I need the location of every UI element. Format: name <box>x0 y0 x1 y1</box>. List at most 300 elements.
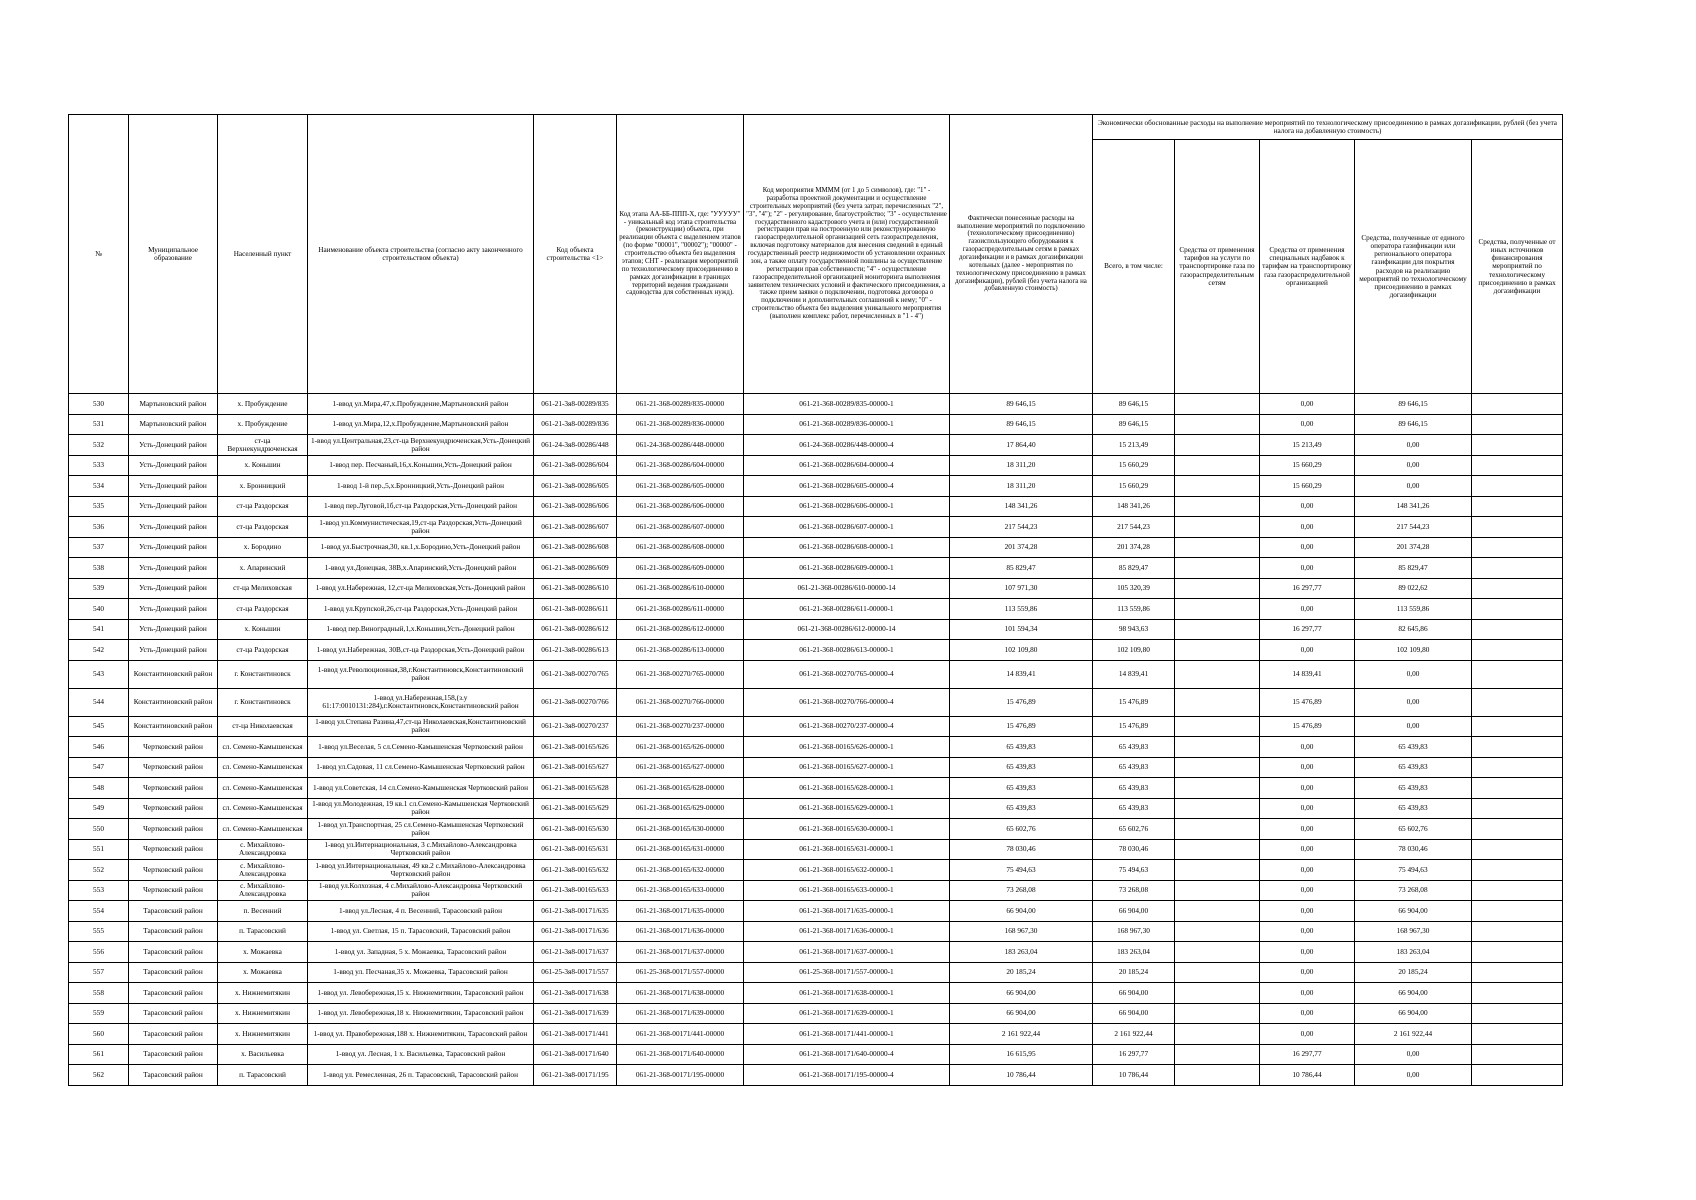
tariff-funds-cell <box>1175 921 1260 942</box>
tariff-funds-cell <box>1175 476 1260 497</box>
settlement-cell: сл. Семено-Камышенская <box>218 819 308 840</box>
other-funds-cell <box>1472 880 1563 901</box>
municipality-cell: Константиновский район <box>129 688 218 716</box>
tariff-funds-cell <box>1175 1024 1260 1045</box>
other-funds-cell <box>1472 839 1563 860</box>
settlement-cell: х. Коньшин <box>218 619 308 640</box>
tariff-funds-cell <box>1175 1003 1260 1024</box>
row-number: 551 <box>69 839 129 860</box>
col-header-total: Всего, в том числе: <box>1093 140 1175 394</box>
object-name-cell: 1-ввод ул. Западная, 5 х. Можаевка, Тарасовский район <box>308 942 534 963</box>
actual-costs-cell: 10 786,44 <box>950 1065 1093 1086</box>
settlement-cell: х. Бронницкий <box>218 476 308 497</box>
object-code-cell: 061-21-3я8-00286/605 <box>534 476 617 497</box>
tariff-funds-cell <box>1175 962 1260 983</box>
table-row <box>69 394 1563 415</box>
stage-code-cell: 061-21-368-00171/640-00000 <box>617 1044 744 1065</box>
row-number: 536 <box>69 517 129 538</box>
table-row <box>69 860 1563 881</box>
surcharge-funds-cell: 0,00 <box>1260 819 1355 840</box>
event-code-cell: 061-21-368-00171/635-00000-1 <box>744 901 950 922</box>
tariff-funds-cell <box>1175 757 1260 778</box>
surcharge-funds-cell: 0,00 <box>1260 901 1355 922</box>
tariff-funds-cell <box>1175 496 1260 517</box>
gasification-table <box>68 114 1563 1086</box>
surcharge-funds-cell: 0,00 <box>1260 798 1355 819</box>
other-funds-cell <box>1472 496 1563 517</box>
other-funds-cell <box>1472 716 1563 737</box>
stage-code-cell: 061-21-368-00171/441-00000 <box>617 1024 744 1045</box>
operator-funds-cell: 20 185,24 <box>1355 962 1472 983</box>
table-row <box>69 660 1563 688</box>
row-number: 548 <box>69 778 129 799</box>
surcharge-funds-cell: 15 476,89 <box>1260 688 1355 716</box>
total-cell: 66 904,00 <box>1093 1003 1175 1024</box>
object-code-cell: 061-24-3я8-00286/448 <box>534 435 617 456</box>
tariff-funds-cell <box>1175 414 1260 435</box>
stage-code-cell: 061-21-368-00171/195-00000 <box>617 1065 744 1086</box>
total-cell: 66 904,00 <box>1093 983 1175 1004</box>
object-name-cell: 1-ввод ул.Лесная, 4 п. Весенний, Тарасовский район <box>308 901 534 922</box>
row-number: 553 <box>69 880 129 901</box>
table-row <box>69 455 1563 476</box>
operator-funds-cell: 113 559,86 <box>1355 599 1472 620</box>
actual-costs-cell: 18 311,20 <box>950 476 1093 497</box>
settlement-cell: сл. Семено-Камышенская <box>218 778 308 799</box>
actual-costs-cell: 75 494,63 <box>950 860 1093 881</box>
surcharge-funds-cell: 0,00 <box>1260 599 1355 620</box>
object-name-cell: 1-ввод пер.Виноградный,1,х.Коньшин,Усть-Донецкий район <box>308 619 534 640</box>
operator-funds-cell: 201 374,28 <box>1355 537 1472 558</box>
actual-costs-cell: 168 967,30 <box>950 921 1093 942</box>
total-cell: 14 839,41 <box>1093 660 1175 688</box>
col-header-event-code: Код мероприятия ММММ (от 1 до 5 символов), где: "1" - разработка проектной документации и осуществление строительных мероприятий (без учета затрат, перечисленных "2", "3", "4"); "2" - регулирование, благоустройство; "3" - осуществление государственного кадастрового учета и (или) государственной регистрации прав на построенную или реконструированную газораспределительной организацией сеть газораспределения, включая подготовку материалов для внесения сведений в единый государственный реестр недвижимости об установлении охранных зон, а также оплату государственной пошлины за осуществление регистрации прав собственности; "4" - осуществление газораспределительной организацией мониторинга выполнения заявителем технических условий и фактического присоединения, а также прием заявки о подключении, подготовка договора о подключении и дополнительных соглашений к нему; "0" - строительство объекта без выделения уникального мероприятия (выполнен комплекс работ, перечисленных в "1 - 4") <box>744 115 950 394</box>
stage-code-cell: 061-21-368-00171/635-00000 <box>617 901 744 922</box>
object-code-cell: 061-21-3я8-00171/441 <box>534 1024 617 1045</box>
col-header-settlement: Населенный пункт <box>218 115 308 394</box>
actual-costs-cell: 17 864,40 <box>950 435 1093 456</box>
other-funds-cell <box>1472 619 1563 640</box>
operator-funds-cell: 148 341,26 <box>1355 496 1472 517</box>
tariff-funds-cell <box>1175 619 1260 640</box>
operator-funds-cell: 217 544,23 <box>1355 517 1472 538</box>
stage-code-cell: 061-21-368-00165/631-00000 <box>617 839 744 860</box>
surcharge-funds-cell: 14 839,41 <box>1260 660 1355 688</box>
object-code-cell: 061-21-3я8-00289/835 <box>534 394 617 415</box>
municipality-cell: Тарасовский район <box>129 983 218 1004</box>
total-cell: 75 494,63 <box>1093 860 1175 881</box>
settlement-cell: ст-ца Раздорская <box>218 517 308 538</box>
row-number: 556 <box>69 942 129 963</box>
row-number: 538 <box>69 558 129 579</box>
stage-code-cell: 061-21-368-00286/613-00000 <box>617 640 744 661</box>
tariff-funds-cell <box>1175 640 1260 661</box>
total-cell: 65 439,83 <box>1093 737 1175 758</box>
municipality-cell: Мартыновский район <box>129 394 218 415</box>
total-cell: 183 263,04 <box>1093 942 1175 963</box>
other-funds-cell <box>1472 1065 1563 1086</box>
object-code-cell: 061-21-3я8-00171/638 <box>534 983 617 1004</box>
stage-code-cell: 061-21-368-00286/609-00000 <box>617 558 744 579</box>
object-name-cell: 1-ввод ул.Интернациональная, 49 кв.2 с.Михайлово-Александровка Чертковский район <box>308 860 534 881</box>
actual-costs-cell: 102 109,80 <box>950 640 1093 661</box>
tariff-funds-cell <box>1175 716 1260 737</box>
event-code-cell: 061-21-368-00289/835-00000-1 <box>744 394 950 415</box>
object-name-cell: 1-ввод ул.Транспортная, 25 сл.Семено-Камышенская Чертковский район <box>308 819 534 840</box>
stage-code-cell: 061-21-368-00286/612-00000 <box>617 619 744 640</box>
stage-code-cell: 061-21-368-00286/611-00000 <box>617 599 744 620</box>
other-funds-cell <box>1472 394 1563 415</box>
total-cell: 98 943,63 <box>1093 619 1175 640</box>
object-name-cell: 1-ввод ул.Центральная,23,ст-ца Верхнекундрюченская,Усть-Донецкий район <box>308 435 534 456</box>
table-row <box>69 537 1563 558</box>
operator-funds-cell: 89 646,15 <box>1355 414 1472 435</box>
object-code-cell: 061-21-3я8-00270/766 <box>534 688 617 716</box>
table-row <box>69 901 1563 922</box>
operator-funds-cell: 0,00 <box>1355 435 1472 456</box>
municipality-cell: Тарасовский район <box>129 1003 218 1024</box>
settlement-cell: х. Нижнемитякин <box>218 983 308 1004</box>
row-number: 537 <box>69 537 129 558</box>
surcharge-funds-cell: 0,00 <box>1260 921 1355 942</box>
stage-code-cell: 061-21-368-00286/606-00000 <box>617 496 744 517</box>
operator-funds-cell: 75 494,63 <box>1355 860 1472 881</box>
row-number: 530 <box>69 394 129 415</box>
tariff-funds-cell <box>1175 798 1260 819</box>
event-code-cell: 061-21-368-00286/605-00000-4 <box>744 476 950 497</box>
settlement-cell: сл. Семено-Камышенская <box>218 798 308 819</box>
table-row <box>69 1024 1563 1045</box>
table-row <box>69 496 1563 517</box>
other-funds-cell <box>1472 476 1563 497</box>
table-row <box>69 414 1563 435</box>
col-header-stage-code: Код этапа АА-ББ-ППП-Х, где: "УУУУУ" - уникальный код этапа строительства (реконструкции) объекта, при реализации объекта с выделением этапов (по форме "00001", "00002"); "00000" - строительство объекта без выделения этапов; СНТ - реализация мероприятий по технологическому присоединению в рамках догазификации в границах территорий ведения гражданами садоводства для собственных нужд). <box>617 115 744 394</box>
municipality-cell: Усть-Донецкий район <box>129 435 218 456</box>
actual-costs-cell: 15 476,89 <box>950 716 1093 737</box>
tariff-funds-cell <box>1175 660 1260 688</box>
total-cell: 217 544,23 <box>1093 517 1175 538</box>
object-code-cell: 061-21-3я8-00171/637 <box>534 942 617 963</box>
surcharge-funds-cell: 0,00 <box>1260 537 1355 558</box>
surcharge-funds-cell: 0,00 <box>1260 860 1355 881</box>
tariff-funds-cell <box>1175 1044 1260 1065</box>
tariff-funds-cell <box>1175 455 1260 476</box>
other-funds-cell <box>1472 688 1563 716</box>
table-row <box>69 435 1563 456</box>
col-header-other-funds: Средства, полученные от иных источников финансирования мероприятий по технологическому присоединению в рамках догазификации <box>1472 140 1563 394</box>
event-code-cell: 061-21-368-00286/608-00000-1 <box>744 537 950 558</box>
object-code-cell: 061-21-3я8-00165/626 <box>534 737 617 758</box>
actual-costs-cell: 78 030,46 <box>950 839 1093 860</box>
operator-funds-cell: 89 646,15 <box>1355 394 1472 415</box>
tariff-funds-cell <box>1175 839 1260 860</box>
col-header-actual-costs: Фактически понесенные расходы на выполнение мероприятий по подключению (технологическому присоединению) газоиспользующего оборудования к газораспределительным сетям в рамках догазификации и в рамках догазификации котельных (далее - мероприятия по технологическому присоединению в рамках догазификации), рублей (без учета налога на добавленную стоимость) <box>950 115 1093 394</box>
other-funds-cell <box>1472 558 1563 579</box>
col-header-object-code: Код объекта строительства <1> <box>534 115 617 394</box>
municipality-cell: Тарасовский район <box>129 962 218 983</box>
actual-costs-cell: 85 829,47 <box>950 558 1093 579</box>
settlement-cell: ст-ца Верхнекундрюченская <box>218 435 308 456</box>
settlement-cell: сл. Семено-Камышенская <box>218 757 308 778</box>
tariff-funds-cell <box>1175 819 1260 840</box>
actual-costs-cell: 66 904,00 <box>950 901 1093 922</box>
operator-funds-cell: 66 904,00 <box>1355 901 1472 922</box>
event-code-cell: 061-21-368-00165/627-00000-1 <box>744 757 950 778</box>
object-code-cell: 061-21-3я8-00165/629 <box>534 798 617 819</box>
settlement-cell: с. Михайлово-Александровка <box>218 860 308 881</box>
col-header-municipality: Муниципальное образование <box>129 115 218 394</box>
event-code-cell: 061-21-368-00165/633-00000-1 <box>744 880 950 901</box>
actual-costs-cell: 2 161 922,44 <box>950 1024 1093 1045</box>
operator-funds-cell: 0,00 <box>1355 660 1472 688</box>
object-name-cell: 1-ввод ул.Набережная,158,(з.у 61:17:0010131:284),г.Константиновск,Константиновский район <box>308 688 534 716</box>
object-code-cell: 061-21-3я8-00171/195 <box>534 1065 617 1086</box>
object-name-cell: 1-ввод ул. Правобережная,188 х. Нижнемитякин, Тарасовский район <box>308 1024 534 1045</box>
stage-code-cell: 061-21-368-00171/638-00000 <box>617 983 744 1004</box>
total-cell: 73 268,08 <box>1093 880 1175 901</box>
other-funds-cell <box>1472 1003 1563 1024</box>
event-code-cell: 061-21-368-00171/441-00000-1 <box>744 1024 950 1045</box>
total-cell: 15 660,29 <box>1093 455 1175 476</box>
event-code-cell: 061-21-368-00289/836-00000-1 <box>744 414 950 435</box>
surcharge-funds-cell: 16 297,77 <box>1260 1044 1355 1065</box>
actual-costs-cell: 65 602,76 <box>950 819 1093 840</box>
event-code-cell: 061-21-368-00171/637-00000-1 <box>744 942 950 963</box>
operator-funds-cell: 78 030,46 <box>1355 839 1472 860</box>
other-funds-cell <box>1472 962 1563 983</box>
total-cell: 20 185,24 <box>1093 962 1175 983</box>
object-name-cell: 1-ввод ул.Донецкая, 38В,х.Апаринский,Усть-Донецкий район <box>308 558 534 579</box>
event-code-cell: 061-21-368-00165/630-00000-1 <box>744 819 950 840</box>
operator-funds-cell: 66 904,00 <box>1355 1003 1472 1024</box>
event-code-cell: 061-21-368-00165/632-00000-1 <box>744 860 950 881</box>
municipality-cell: Усть-Донецкий район <box>129 578 218 599</box>
operator-funds-cell: 65 439,83 <box>1355 757 1472 778</box>
actual-costs-cell: 20 185,24 <box>950 962 1093 983</box>
object-name-cell: 1-ввод ул. Светлая, 15 п. Тарасовский, Тарасовский район <box>308 921 534 942</box>
surcharge-funds-cell: 15 476,89 <box>1260 716 1355 737</box>
table-row <box>69 640 1563 661</box>
settlement-cell: с. Михайлово-Александровка <box>218 839 308 860</box>
tariff-funds-cell <box>1175 394 1260 415</box>
other-funds-cell <box>1472 517 1563 538</box>
object-code-cell: 061-21-3я8-00286/612 <box>534 619 617 640</box>
table-row <box>69 688 1563 716</box>
total-cell: 78 030,46 <box>1093 839 1175 860</box>
object-name-cell: 1-ввод ул.Революционная,38,г.Константиновск,Константиновский район <box>308 660 534 688</box>
event-code-cell: 061-21-368-00270/765-00000-4 <box>744 660 950 688</box>
settlement-cell: х. Нижнемитякин <box>218 1003 308 1024</box>
other-funds-cell <box>1472 660 1563 688</box>
object-code-cell: 061-21-3я8-00171/639 <box>534 1003 617 1024</box>
table-row <box>69 921 1563 942</box>
actual-costs-cell: 89 646,15 <box>950 394 1093 415</box>
settlement-cell: ст-ца Мелиховская <box>218 578 308 599</box>
table-row <box>69 476 1563 497</box>
total-cell: 113 559,86 <box>1093 599 1175 620</box>
object-code-cell: 061-21-3я8-00165/632 <box>534 860 617 881</box>
tariff-funds-cell <box>1175 942 1260 963</box>
settlement-cell: х. Пробуждение <box>218 394 308 415</box>
other-funds-cell <box>1472 942 1563 963</box>
object-name-cell: 1-ввод ул. Песчаная,35 х. Можаевка, Тарасовский район <box>308 962 534 983</box>
tariff-funds-cell <box>1175 737 1260 758</box>
surcharge-funds-cell: 0,00 <box>1260 517 1355 538</box>
actual-costs-cell: 183 263,04 <box>950 942 1093 963</box>
event-code-cell: 061-21-368-00286/612-00000-14 <box>744 619 950 640</box>
other-funds-cell <box>1472 860 1563 881</box>
tariff-funds-cell <box>1175 880 1260 901</box>
stage-code-cell: 061-21-368-00171/639-00000 <box>617 1003 744 1024</box>
object-code-cell: 061-21-3я8-00270/765 <box>534 660 617 688</box>
table-row <box>69 942 1563 963</box>
operator-funds-cell: 183 263,04 <box>1355 942 1472 963</box>
total-cell: 65 439,83 <box>1093 778 1175 799</box>
total-cell: 15 476,89 <box>1093 688 1175 716</box>
row-number: 561 <box>69 1044 129 1065</box>
tariff-funds-cell <box>1175 860 1260 881</box>
event-code-cell: 061-21-368-00286/607-00000-1 <box>744 517 950 538</box>
stage-code-cell: 061-21-368-00165/630-00000 <box>617 819 744 840</box>
surcharge-funds-cell: 0,00 <box>1260 962 1355 983</box>
row-number: 557 <box>69 962 129 983</box>
settlement-cell: г. Константиновск <box>218 660 308 688</box>
tariff-funds-cell <box>1175 983 1260 1004</box>
operator-funds-cell: 66 904,00 <box>1355 983 1472 1004</box>
object-code-cell: 061-21-3я8-00165/627 <box>534 757 617 778</box>
tariff-funds-cell <box>1175 558 1260 579</box>
stage-code-cell: 061-21-368-00165/632-00000 <box>617 860 744 881</box>
col-header-justified-costs: Экономически обоснованные расходы на выполнение мероприятий по технологическому присоединению в рамках догазификации, рублей (без учета налога на добавленную стоимость) <box>1093 115 1563 140</box>
table-row <box>69 737 1563 758</box>
event-code-cell: 061-21-368-00171/639-00000-1 <box>744 1003 950 1024</box>
other-funds-cell <box>1472 435 1563 456</box>
other-funds-cell <box>1472 537 1563 558</box>
settlement-cell: п. Тарасовский <box>218 921 308 942</box>
row-number: 532 <box>69 435 129 456</box>
actual-costs-cell: 73 268,08 <box>950 880 1093 901</box>
table-row <box>69 1065 1563 1086</box>
total-cell: 148 341,26 <box>1093 496 1175 517</box>
table-row <box>69 1044 1563 1065</box>
table-row <box>69 798 1563 819</box>
actual-costs-cell: 66 904,00 <box>950 983 1093 1004</box>
total-cell: 105 320,39 <box>1093 578 1175 599</box>
other-funds-cell <box>1472 578 1563 599</box>
total-cell: 89 646,15 <box>1093 414 1175 435</box>
stage-code-cell: 061-21-368-00270/766-00000 <box>617 688 744 716</box>
operator-funds-cell: 0,00 <box>1355 476 1472 497</box>
other-funds-cell <box>1472 455 1563 476</box>
object-code-cell: 061-21-3я8-00171/635 <box>534 901 617 922</box>
operator-funds-cell: 89 022,62 <box>1355 578 1472 599</box>
municipality-cell: Тарасовский район <box>129 1024 218 1045</box>
row-number: 542 <box>69 640 129 661</box>
operator-funds-cell: 65 439,83 <box>1355 778 1472 799</box>
table-row <box>69 558 1563 579</box>
settlement-cell: ст-ца Николаевская <box>218 716 308 737</box>
stage-code-cell: 061-21-368-00289/836-00000 <box>617 414 744 435</box>
tariff-funds-cell <box>1175 1065 1260 1086</box>
row-number: 534 <box>69 476 129 497</box>
col-header-tariff-funds: Средства от применения тарифов на услуги по транспортировке газа по газораспределительным сетям <box>1175 140 1260 394</box>
tariff-funds-cell <box>1175 435 1260 456</box>
object-code-cell: 061-21-3я8-00270/237 <box>534 716 617 737</box>
table-header <box>69 115 1563 394</box>
object-name-cell: 1-ввод пер.Луговой,1б,ст-ца Раздорская,Усть-Донецкий район <box>308 496 534 517</box>
object-name-cell: 1-ввод ул.Советская, 14 сл.Семено-Камышенская Чертковский район <box>308 778 534 799</box>
table-row <box>69 880 1563 901</box>
object-code-cell: 061-25-3я8-00171/557 <box>534 962 617 983</box>
surcharge-funds-cell: 16 297,77 <box>1260 619 1355 640</box>
municipality-cell: Усть-Донецкий район <box>129 455 218 476</box>
row-number: 543 <box>69 660 129 688</box>
municipality-cell: Тарасовский район <box>129 901 218 922</box>
settlement-cell: х. Коньшин <box>218 455 308 476</box>
actual-costs-cell: 217 544,23 <box>950 517 1093 538</box>
total-cell: 89 646,15 <box>1093 394 1175 415</box>
row-number: 545 <box>69 716 129 737</box>
surcharge-funds-cell: 0,00 <box>1260 1024 1355 1045</box>
total-cell: 15 476,89 <box>1093 716 1175 737</box>
object-name-cell: 1-ввод ул.Молодежная, 19 кв.1 сл.Семено-Камышенская Чертковский район <box>308 798 534 819</box>
row-number: 559 <box>69 1003 129 1024</box>
municipality-cell: Чертковский район <box>129 839 218 860</box>
object-code-cell: 061-21-3я8-00286/611 <box>534 599 617 620</box>
settlement-cell: с. Михайлово-Александровка <box>218 880 308 901</box>
actual-costs-cell: 65 439,83 <box>950 798 1093 819</box>
event-code-cell: 061-21-368-00165/629-00000-1 <box>744 798 950 819</box>
table-row <box>69 839 1563 860</box>
object-code-cell: 061-21-3я8-00171/640 <box>534 1044 617 1065</box>
actual-costs-cell: 15 476,89 <box>950 688 1093 716</box>
operator-funds-cell: 65 439,83 <box>1355 737 1472 758</box>
stage-code-cell: 061-21-368-00270/237-00000 <box>617 716 744 737</box>
surcharge-funds-cell: 0,00 <box>1260 757 1355 778</box>
other-funds-cell <box>1472 921 1563 942</box>
col-header-operator-funds: Средства, полученные от единого оператора газификации или регионального оператора газификации для покрытия расходов на реализацию мероприятий по технологическому присоединению в рамках догазификации <box>1355 140 1472 394</box>
object-name-cell: 1-ввод ул. Ремесленная, 26 п. Тарасовский, Тарасовский район <box>308 1065 534 1086</box>
operator-funds-cell: 65 602,76 <box>1355 819 1472 840</box>
settlement-cell: ст-ца Раздорская <box>218 599 308 620</box>
settlement-cell: х. Пробуждение <box>218 414 308 435</box>
stage-code-cell: 061-21-368-00165/626-00000 <box>617 737 744 758</box>
stage-code-cell: 061-21-368-00289/835-00000 <box>617 394 744 415</box>
object-name-cell: 1-ввод ул.Интернациональная, 3 с.Михайлово-Александровка Чертковский район <box>308 839 534 860</box>
municipality-cell: Тарасовский район <box>129 921 218 942</box>
stage-code-cell: 061-25-368-00171/557-00000 <box>617 962 744 983</box>
surcharge-funds-cell: 0,00 <box>1260 778 1355 799</box>
operator-funds-cell: 168 967,30 <box>1355 921 1472 942</box>
total-cell: 15 660,29 <box>1093 476 1175 497</box>
settlement-cell: сл. Семено-Камышенская <box>218 737 308 758</box>
stage-code-cell: 061-21-368-00165/628-00000 <box>617 778 744 799</box>
settlement-cell: ст-ца Раздорская <box>218 496 308 517</box>
municipality-cell: Усть-Донецкий район <box>129 619 218 640</box>
row-number: 535 <box>69 496 129 517</box>
total-cell: 168 967,30 <box>1093 921 1175 942</box>
row-number: 541 <box>69 619 129 640</box>
object-name-cell: 1-ввод ул.Степана Разина,47,ст-ца Николаевская,Константиновский район <box>308 716 534 737</box>
total-cell: 10 786,44 <box>1093 1065 1175 1086</box>
row-number: 540 <box>69 599 129 620</box>
municipality-cell: Чертковский район <box>129 778 218 799</box>
object-name-cell: 1-ввод ул.Крупской,26,ст-ца Раздорская,Усть-Донецкий район <box>308 599 534 620</box>
object-name-cell: 1-ввод ул.Быстрочная,30, кв.1,х.Бородино,Усть-Донецкий район <box>308 537 534 558</box>
object-code-cell: 061-21-3я8-00286/607 <box>534 517 617 538</box>
actual-costs-cell: 65 439,83 <box>950 737 1093 758</box>
total-cell: 16 297,77 <box>1093 1044 1175 1065</box>
